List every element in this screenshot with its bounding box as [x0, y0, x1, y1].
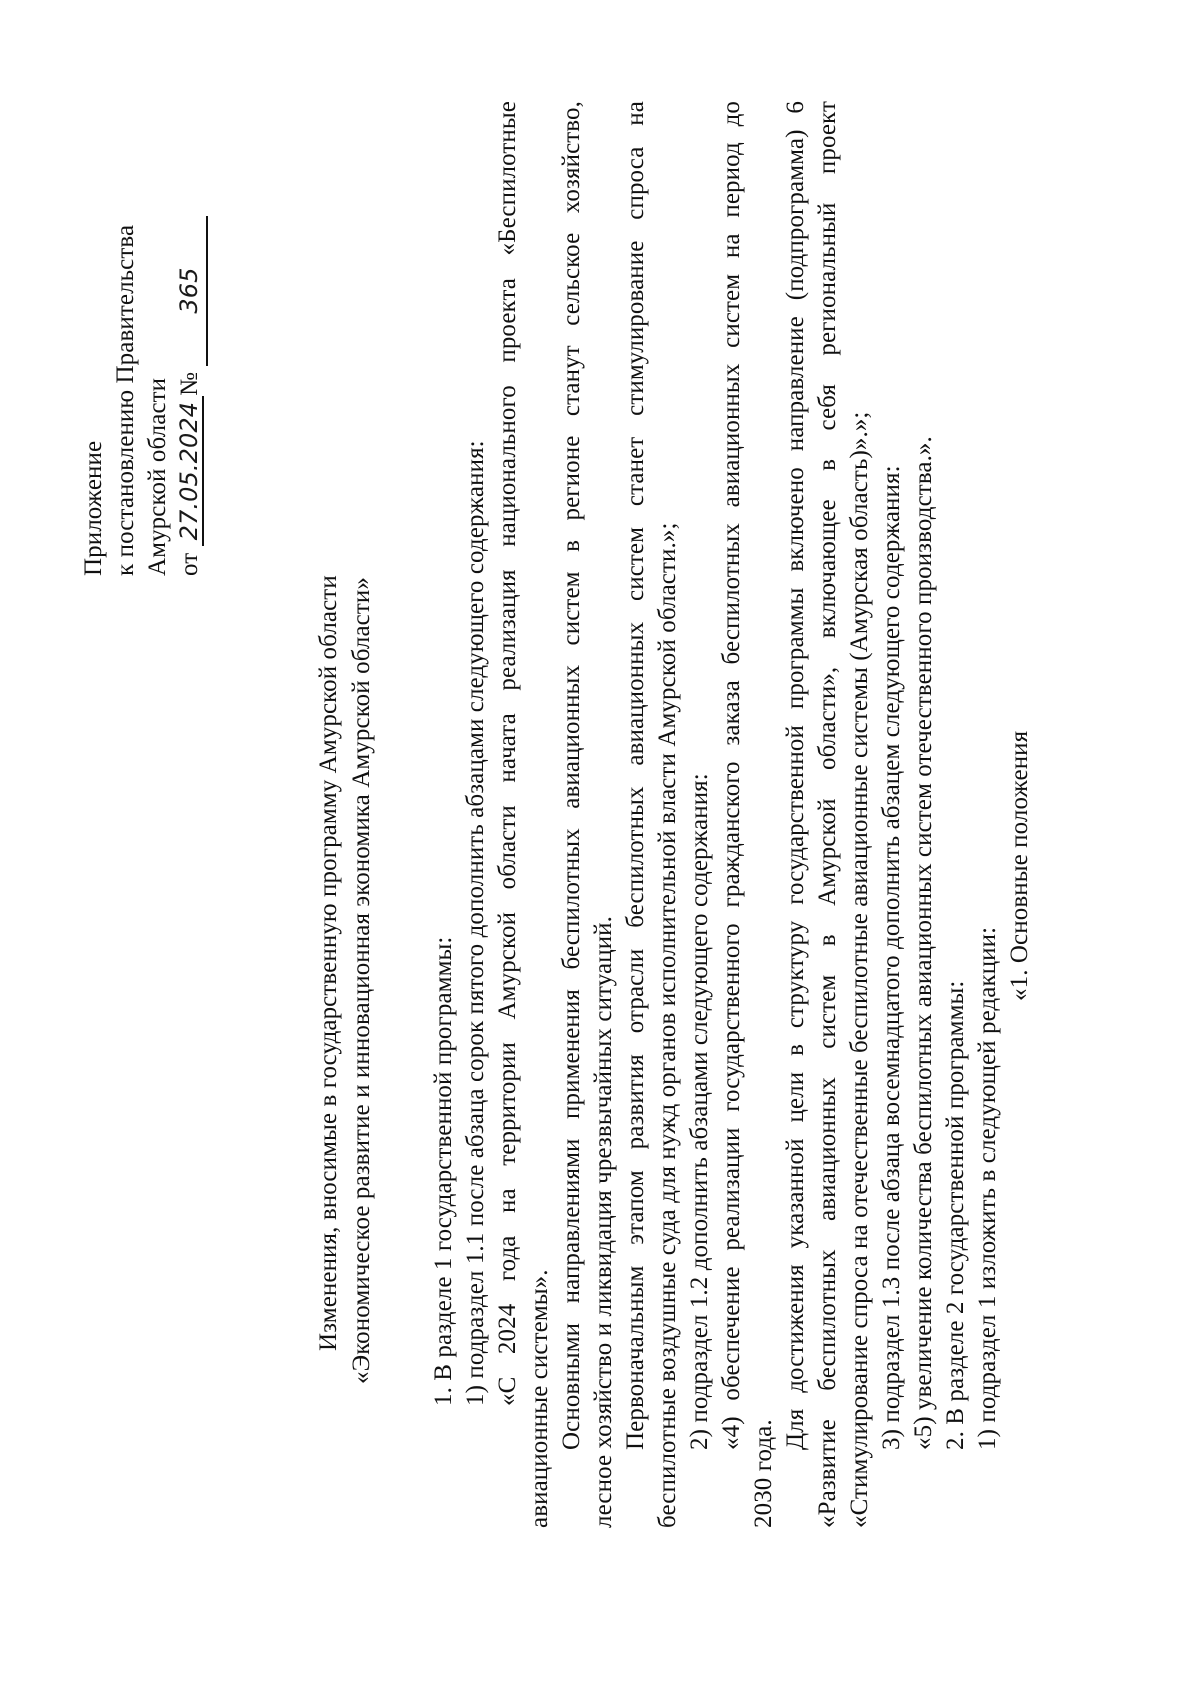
- body-line-05: Основными направлениями применения беспилотных авиационных систем в регионе станут сельское хозяйство,: [558, 101, 585, 1450]
- body-line-01: 1. В разделе 1 государственной программы:: [430, 936, 457, 1406]
- body-line-11: 2030 года.: [750, 1419, 777, 1528]
- body-line-17: 2. В разделе 2 государственной программы:: [942, 980, 969, 1450]
- number-blank: [174, 216, 208, 366]
- body-line-15: 3) подраздел 1.3 после абзаца восемнадцатого дополнить абзацем следующего содержания:: [878, 465, 905, 1450]
- appendix-line-1: Приложение: [80, 440, 107, 576]
- body-line-16: «5) увеличение количества беспилотных авиационных систем отечественного производства.».: [910, 436, 937, 1450]
- title-line-1: Изменения, вносимые в государственную программу Амурской области: [315, 575, 342, 1351]
- appendix-date-line: [174, 216, 208, 576]
- body-line-09: 2) подраздел 1.2 дополнить абзацами следующего содержания:: [686, 773, 713, 1450]
- body-line-18: 1) подраздел 1 изложить в следующей редакции:: [974, 926, 1001, 1450]
- body-line-10: «4) обеспечение реализации государственного гражданского заказа беспилотных авиационных систем на период до: [718, 101, 745, 1450]
- body-line-14: «Стимулирование спроса на отечественные беспилотные авиационные системы (Амурская область)».»;: [846, 411, 873, 1528]
- number-prefix: №: [176, 371, 203, 396]
- appendix-line-3: Амурской области: [144, 377, 171, 576]
- body-line-08: беспилотные воздушные суда для нужд органов исполнительной власти Амурской области.»;: [654, 522, 681, 1528]
- body-line-07: Первоначальным этапом развития отрасли беспилотных авиационных систем станет стимулирование спроса на: [622, 101, 649, 1450]
- title-line-2: «Экономическое развитие и инновационная экономика Амурской области»: [348, 577, 375, 1384]
- handwritten-date: 27.05.2024: [176, 396, 204, 546]
- body-line-04: авиационные системы».: [526, 1269, 553, 1528]
- body-line-12: Для достижения указанной цели в структуру государственной программы включено направление (подпрограмма) 6: [782, 101, 809, 1450]
- body-line-06: лесное хозяйство и ликвидация чрезвычайных ситуаций.: [590, 915, 617, 1528]
- body-line-02: 1) подраздел 1.1 после абзаца сорок пятого дополнить абзацами следующего содержания:: [462, 440, 489, 1406]
- handwritten-number: 365: [175, 267, 203, 314]
- body-line-13: «Развитие беспилотных авиационных систем в Амурской области», включающее в себя региональный проект: [814, 101, 841, 1528]
- appendix-line-2: к постановлению Правительства: [112, 224, 139, 576]
- body-line-03: «С 2024 года на территории Амурской области начата реализация национального проекта «Беспилотные: [494, 101, 521, 1406]
- body-line-19: «1. Основные положения: [1006, 730, 1033, 1001]
- date-prefix: от: [176, 552, 203, 576]
